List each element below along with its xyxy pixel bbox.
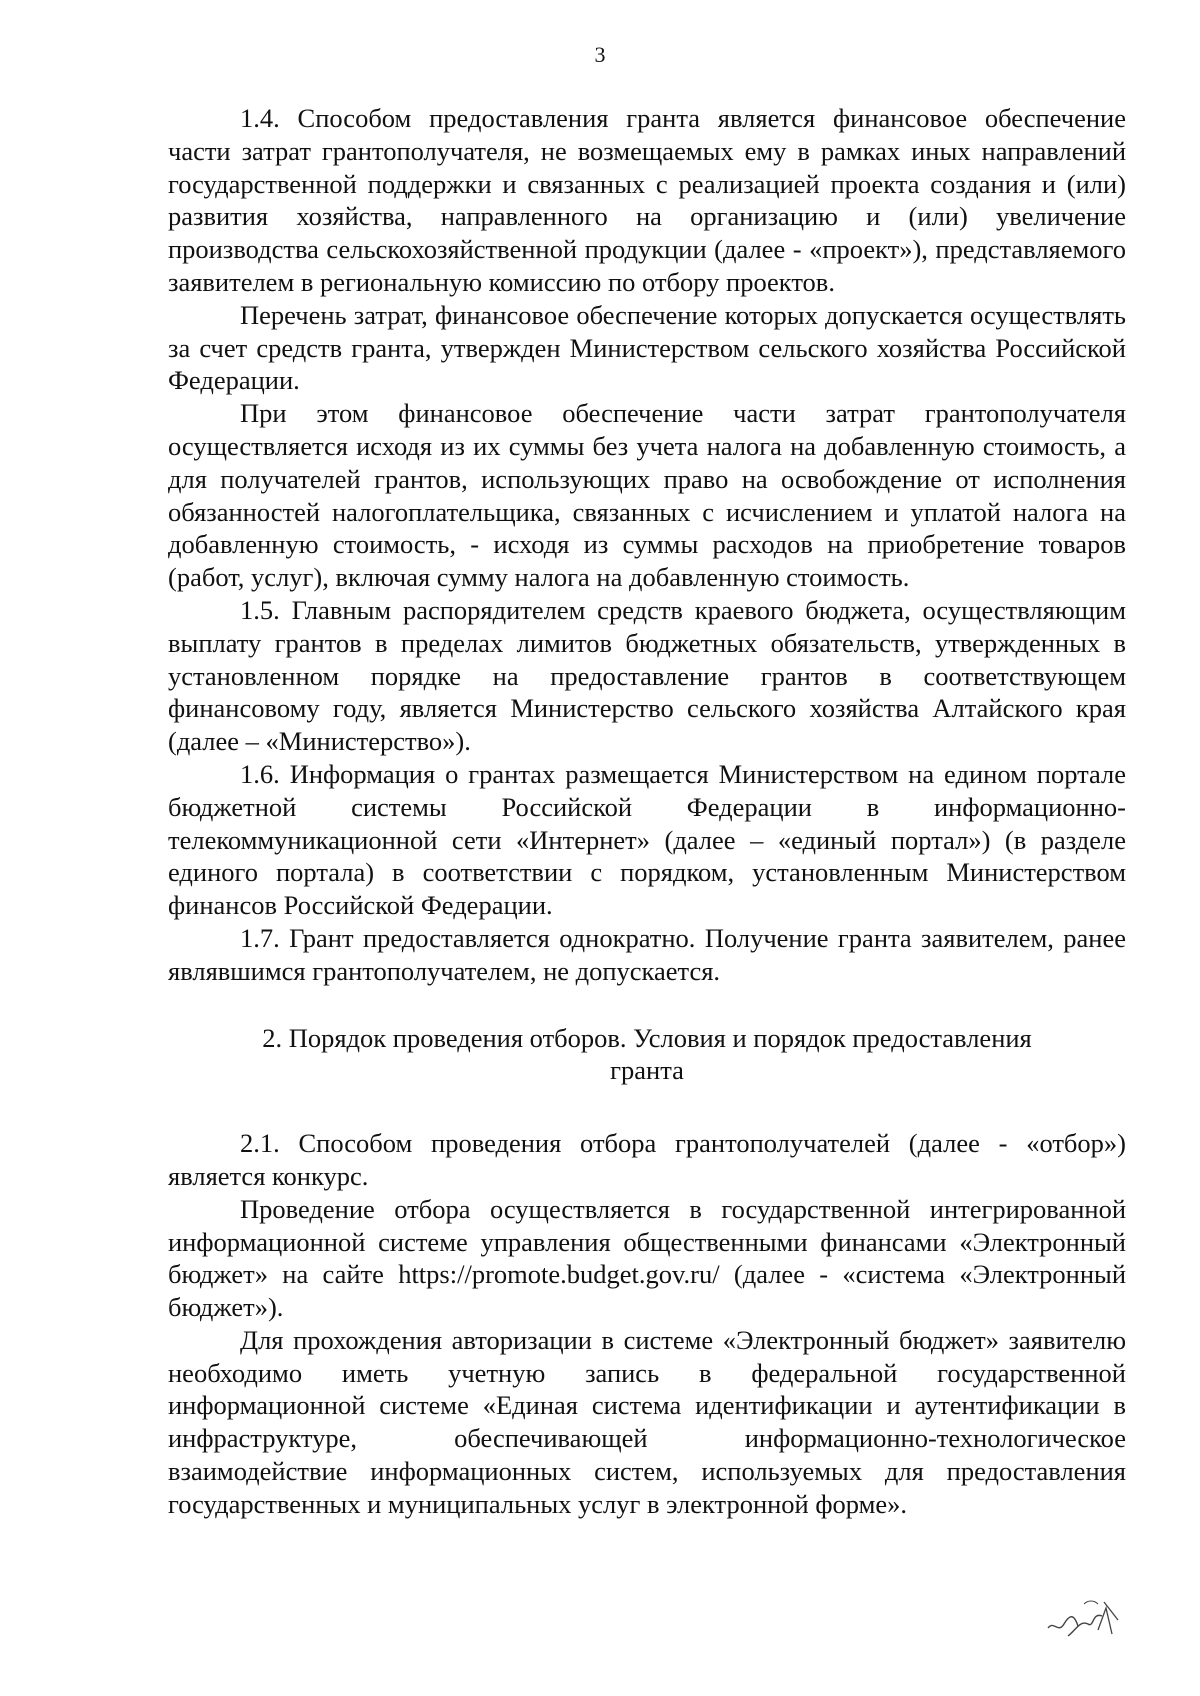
- paragraph-2-1: 2.1. Способом проведения отбора грантополучателей (далее - «отбор») является конкурс.: [168, 1128, 1126, 1191]
- section-heading-line-2: гранта: [610, 1055, 684, 1086]
- document-body: [168, 102, 1126, 1521]
- paragraph-1-5: 1.5. Главным распорядителем средств краевого бюджета, осуществляющим выплату грантов в пределах лимитов бюджетных обязательств, утвержденных в установленном порядке на предоставление грантов в соответствующем финансовому году, является Министерство сельского хозяйства Алтайского края (далее – «Министерство»).: [168, 594, 1126, 757]
- initials-mark-icon: [1040, 1590, 1130, 1650]
- paragraph-electronic-budget: Проведение отбора осуществляется в государственной интегрированной информационной системе управления общественными финансами «Электронный бюджет» на сайте https://promote.budget.gov.ru/ (далее - «система «Электронный бюджет»).: [168, 1193, 1126, 1323]
- page-number: 3: [594, 42, 606, 67]
- paragraph-cost-list: Перечень затрат, финансовое обеспечение которых допускается осуществлять за счет средств гранта, утвержден Министерством сельского хозяйства Российской Федерации.: [168, 299, 1126, 396]
- paragraph-vat: При этом финансовое обеспечение части затрат грантополучателя осуществляется исходя из их суммы без учета налога на добавленную стоимость, а для получателей грантов, использующих право на освобождение от исполнения обязанностей налогоплательщика, связанных с исчислением и уплатой налога на добавленную стоимость, - исходя из суммы расходов на приобретение товаров (работ, услуг), включая сумму налога на добавленную стоимость.: [168, 398, 1126, 593]
- section-heading: [168, 1022, 1126, 1088]
- paragraph-1-7: 1.7. Грант предоставляется однократно. Получение гранта заявителем, ранее являвшимся грантополучателем, не допускается.: [168, 922, 1126, 986]
- paragraph-1-4: 1.4. Способом предоставления гранта является финансовое обеспечение части затрат грантополучателя, не возмещаемых ему в рамках иных направлений государственной поддержки и связанных с реализацией проекта создания и (или) развития хозяйства, направленного на организацию и (или) увеличение производства сельскохозяйственной продукции (далее - «проект»), представляемого заявителем в региональную комиссию по отбору проектов.: [168, 103, 1126, 297]
- paragraph-authorization: Для прохождения авторизации в системе «Электронный бюджет» заявителю необходимо иметь учетную запись в федеральной государственной информационной системе «Единая система идентификации и аутентификации в инфраструктуре, обеспечивающей информационно-технологическое взаимодействие информационных систем, используемых для предоставления государственных и муниципальных услуг в электронной форме».: [168, 1324, 1126, 1519]
- section-heading-line-1: 2. Порядок проведения отборов. Условия и порядок предоставления: [262, 1022, 1032, 1053]
- paragraph-1-6: 1.6. Информация о грантах размещается Министерством на едином портале бюджетной системы Российской Федерации в информационно-телекоммуникационной сети «Интернет» (далее – «единый портал») (в разделе единого портала) в соответствии с порядком, установленным Министерством финансов Российской Федерации.: [168, 758, 1126, 921]
